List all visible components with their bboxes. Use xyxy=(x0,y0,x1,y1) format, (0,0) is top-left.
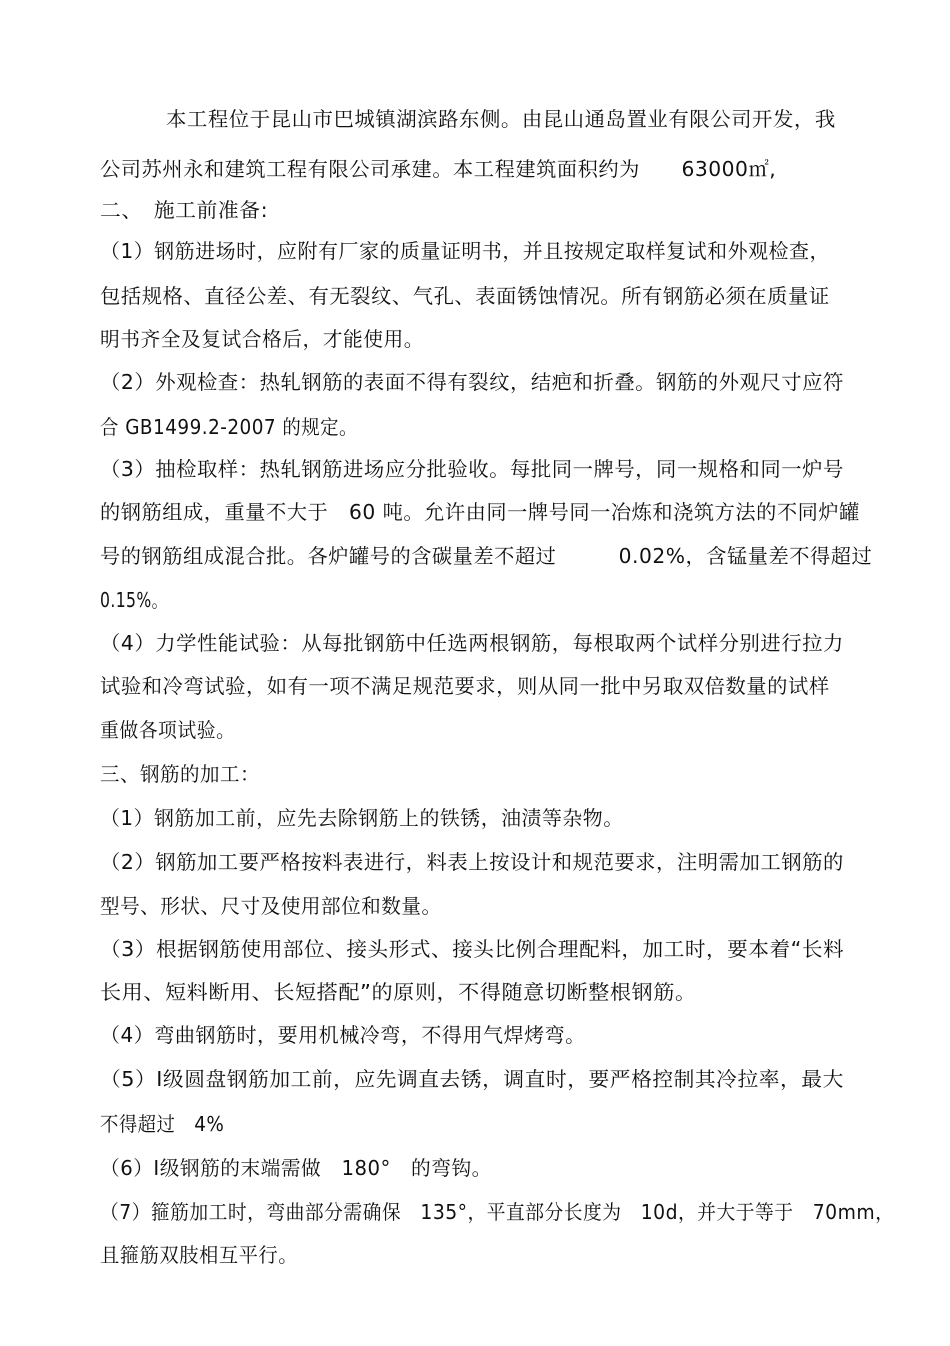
text-line: （3）抽检取样：热轧钢筋进场应分批验收。每批同一牌号，同一规格和同一炉号 xyxy=(100,457,844,481)
text-line: （4）弯曲钢筋时，要用机械冷弯，不得用气焊烤弯。 xyxy=(100,1023,586,1047)
text-line: 长用、短料断用、长短搭配”的原则，不得随意切断整根钢筋。 xyxy=(100,980,697,1004)
text-line: 包括规格、直径公差、有无裂纹、气孔、表面锈蚀情况。所有钢筋必须在质量证 xyxy=(100,284,830,308)
text-line: 0.15%。 xyxy=(100,588,168,612)
text-line: 型号、形状、尺寸及使用部位和数量。 xyxy=(100,894,442,918)
text-line: 本工程位于昆山市巴城镇湖滨路东侧。由昆山通岛置业有限公司开发，我 xyxy=(166,107,836,131)
text-line: （2）外观检查：热轧钢筋的表面不得有裂纹，结疤和折叠。钢筋的外观尺寸应符 xyxy=(100,370,844,394)
text-line: 重做各项试验。 xyxy=(100,718,236,742)
text-line: 不得超过 4% xyxy=(100,1112,225,1136)
text-line: 号的钢筋组成混合批。各炉罐号的含碳量差不超过 0.02%，含锰量差不得超过 xyxy=(100,544,873,568)
text-line: 且箍筋双肢相互平行。 xyxy=(100,1243,299,1267)
text-line: （6）Ⅰ级钢筋的末端需做 180° 的弯钩。 xyxy=(100,1156,492,1180)
text-line: 三、钢筋的加工： xyxy=(100,762,261,786)
text-line: 合 GB1499.2-2007 的规定。 xyxy=(100,415,358,439)
text-line: （5）Ⅰ级圆盘钢筋加工前，应先调直去锈，调直时，要严格控制其冷拉率，最大 xyxy=(100,1067,844,1091)
text-line: （7）箍筋加工时，弯曲部分需确保 135°，平直部分长度为 10d，并大于等于 70mm， xyxy=(100,1200,895,1224)
text-line: （1）钢筋加工前，应先去除钢筋上的铁锈，油渍等杂物。 xyxy=(100,806,624,830)
text-line: 公司苏州永和建筑工程有限公司承建。本工程建筑面积约为 63000㎡, xyxy=(100,157,777,181)
text-line: 试验和冷弯试验，如有一项不满足规范要求，则从同一批中另取双倍数量的试样 xyxy=(100,674,830,698)
text-line: （4）力学性能试验：从每批钢筋中任选两根钢筋，每根取两个试样分别进行拉力 xyxy=(100,631,844,655)
text-line: （3）根据钢筋使用部位、接头形式、接头比例合理配料，加工时，要本着“长料 xyxy=(100,937,845,961)
text-line: （1）钢筋进场时，应附有厂家的质量证明书，并且按规定取样复试和外观检查， xyxy=(100,239,831,263)
text-line: 二、 施工前准备: xyxy=(100,198,269,222)
text-line: 的钢筋组成，重量不大于 60 吨。允许由同一牌号同一冶炼和浇筑方法的不同炉罐 xyxy=(100,500,860,524)
text-line: （2）钢筋加工要严格按料表进行，料表上按设计和规范要求，注明需加工钢筋的 xyxy=(100,850,844,874)
text-line: 明书齐全及复试合格后，才能使用。 xyxy=(100,327,425,351)
